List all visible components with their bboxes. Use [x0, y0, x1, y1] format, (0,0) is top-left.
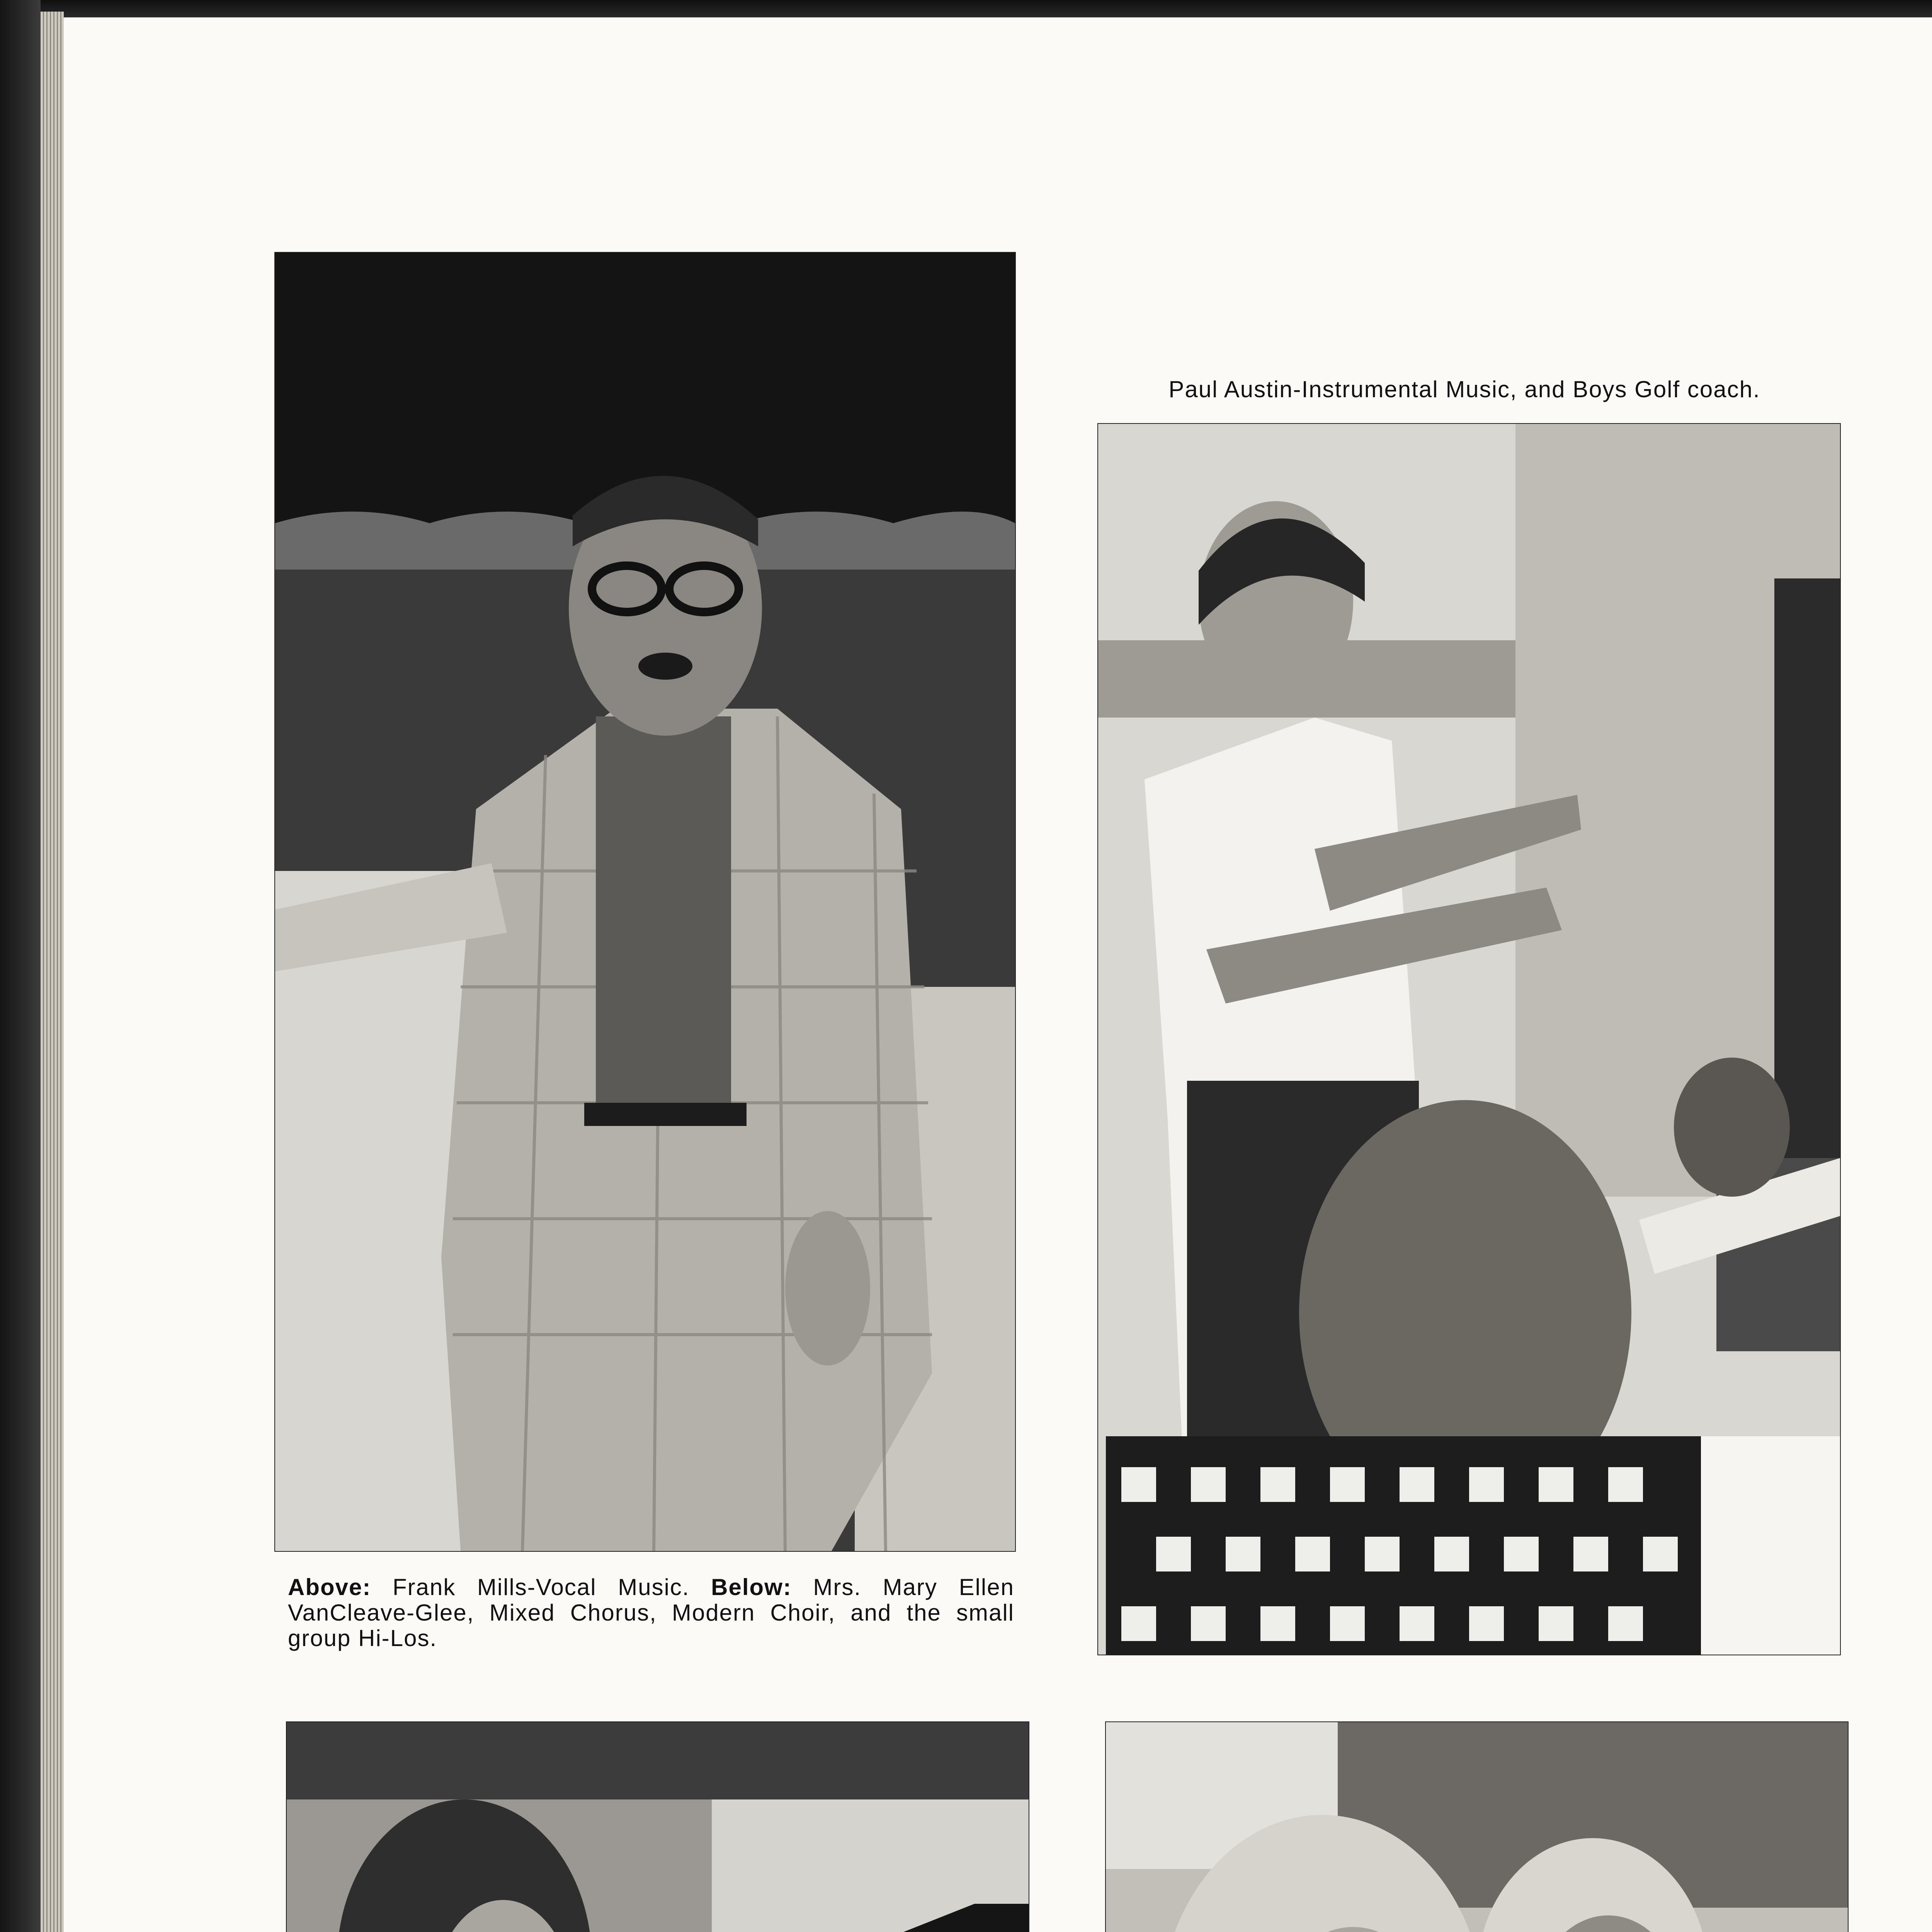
photo-paul-austin-image [1098, 424, 1840, 1655]
caption-text-below: Mrs. Mary Ellen VanCleave-Glee, Mixed Chorus, Modern Choir, and the small group Hi-Los. [288, 1574, 1014, 1651]
photo-frank-mills-image [275, 253, 1015, 1551]
caption-frank-mills-vancleave [288, 1575, 1014, 1651]
photo-piano-student-image [287, 1722, 1029, 1932]
page-stack-edge [41, 12, 64, 1932]
photo-piano-student [286, 1721, 1029, 1932]
photo-vancleave-image [1106, 1722, 1848, 1932]
caption-label-above: Above: [288, 1574, 371, 1600]
binding-top-edge [0, 0, 1932, 17]
caption-text-above: Frank Mills-Vocal Music. [371, 1574, 711, 1600]
photo-vancleave [1105, 1721, 1849, 1932]
photo-frank-mills [274, 252, 1016, 1552]
caption-label-below: Below: [711, 1574, 792, 1600]
binding-left-edge [0, 0, 41, 1932]
photo-paul-austin [1097, 423, 1841, 1655]
caption-paul-austin: Paul Austin-Instrumental Music, and Boys Golf coach. [1168, 376, 1760, 402]
